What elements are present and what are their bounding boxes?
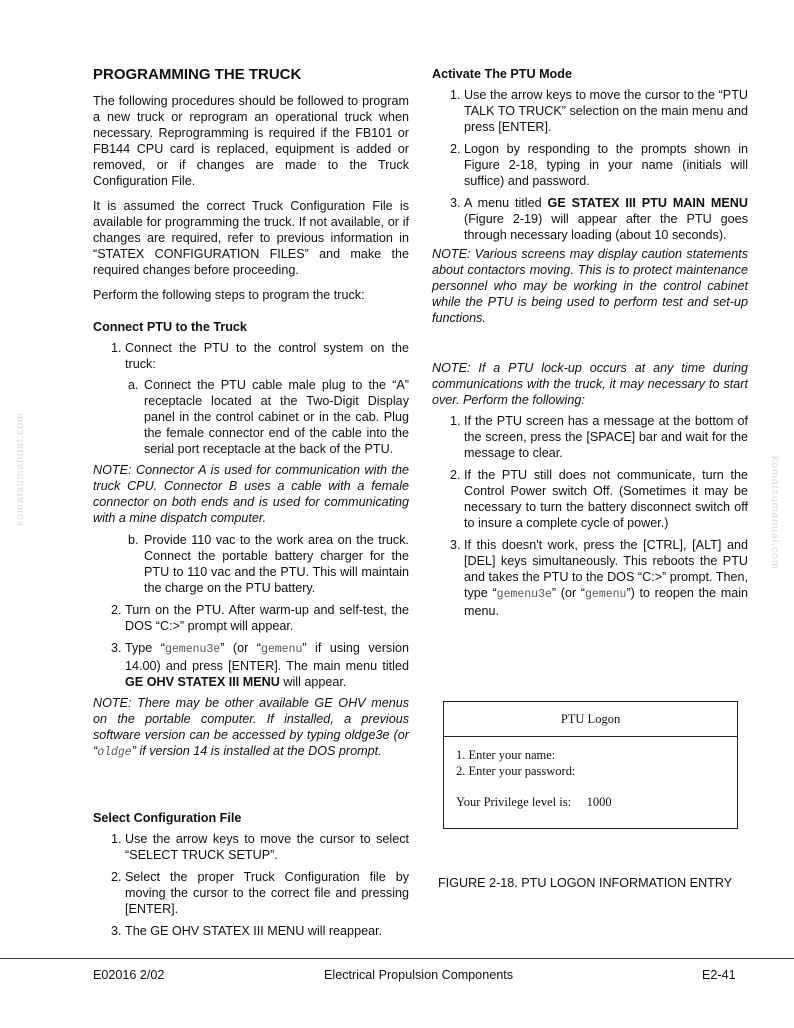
substep-letter: b. <box>128 533 139 547</box>
figure-title: PTU Logon <box>444 702 737 737</box>
connect-step-3 <box>93 640 409 690</box>
step-number: 1. <box>450 88 461 102</box>
step-text <box>464 538 748 618</box>
step-number: 3. <box>111 924 122 938</box>
text-run: ” (or “ <box>551 586 586 600</box>
text-run: A menu titled <box>464 196 548 210</box>
steps-intro: Perform the following steps to program the truck: <box>93 288 365 302</box>
text-run: will appear. <box>279 675 347 689</box>
text-run: ” (or “ <box>220 641 261 655</box>
step-text: Turn on the PTU. After warm-up and self-test, the DOS “C:>” prompt will appear. <box>125 603 409 633</box>
text-run: If this doesn't work, press the [CTRL], [ALT] and [DEL] keys simultaneously. This reboots the PTU and takes the PTU to the DOS “C:>” prompt. Then, type “ <box>464 538 748 600</box>
select-step-2 <box>93 869 409 917</box>
footer-doc-id: E02016 2/02 <box>93 968 165 982</box>
intro-paragraph: The following procedures should be followed to program a new truck or reprogram an operational truck when necessary. Reprogramming is required if the FB101 or FB144 CPU card is replaced, equipment is added or removed, or if changes are made to the Truck Configuration File. <box>93 94 409 188</box>
config-file-paragraph: It is assumed the correct Truck Configuration File is available for programming the truck. If not available, or if changes are required, refer to previous information in “STATEX CONFIGURATION FILES” and make the required changes before proceeding. <box>93 199 409 277</box>
command-gemenu3e: gemenu3e <box>496 588 552 601</box>
activate-step-3 <box>432 195 748 243</box>
substep-text: Connect the PTU cable male plug to the “A” receptacle located at the Two-Digit Display panel in the control cabinet or in the cab. Plug the female connector end of the cable into the serial port receptacle at the back of the PTU. <box>144 378 409 456</box>
step-number: 2. <box>450 468 461 482</box>
figure-caption: FIGURE 2-18. PTU LOGON INFORMATION ENTRY <box>438 876 733 890</box>
ptu-logon-figure <box>443 701 738 829</box>
caution-note: NOTE: Various screens may display caution statements about contactors moving. This is to protect maintenance personnel who may be working in the control cabinet while the PTU is being used to perform test and set-up functions. <box>432 247 748 325</box>
lockup-step-2 <box>432 467 748 531</box>
other-menus-note <box>93 695 409 761</box>
step-text: If the PTU still does not communicate, turn the Control Power switch Off. (Sometimes it may be necessary to turn the battery disconnect switch off to insure a complete cycle of power.) <box>464 468 748 530</box>
text-run: ” if using version 14.00) and press [ENTER]. The main menu titled <box>125 641 410 673</box>
left-column <box>93 66 409 939</box>
lockup-step-1 <box>432 413 748 461</box>
step-text: Select the proper Truck Configuration file by moving the cursor to the correct file and pressing [ENTER]. <box>125 870 409 916</box>
connect-step-1b <box>93 532 409 596</box>
step-text: Use the arrow keys to move the cursor to the “PTU TALK TO TRUCK” selection on the main menu and press [ENTER]. <box>464 88 748 134</box>
connect-step-1a <box>93 377 409 457</box>
section-title: PROGRAMMING THE TRUCK <box>93 66 302 83</box>
select-step-3 <box>93 923 409 939</box>
text-run: ” if version 14 is installed at the DOS prompt. <box>131 744 382 758</box>
substep-text: Provide 110 vac to the work area on the truck. Connect the portable battery charger for the PTU to 110 vac and the PTU. This will maintain the charge on the PTU battery. <box>144 533 409 595</box>
text-run: Type “ <box>125 641 165 655</box>
step-text: If the PTU screen has a message at the bottom of the screen, press the [SPACE] bar and wait for the message to clear. <box>464 414 748 460</box>
step-text: Logon by responding to the prompts shown in Figure 2-18, typing in your name (initials will suffice) and password. <box>464 142 748 188</box>
watermark-left: komatsumanual.com <box>14 412 26 526</box>
figure-body <box>444 737 737 810</box>
connect-step-1 <box>93 340 409 372</box>
footer-page-number: E2-41 <box>702 968 736 982</box>
activate-step-1 <box>432 87 748 135</box>
step-text: Connect the PTU to the control system on the truck: <box>125 341 409 371</box>
command-oldge: oldge <box>97 746 132 759</box>
lockup-step-3 <box>432 537 748 619</box>
connector-note: NOTE: Connector A is used for communication with the truck CPU. Connector B uses a cable with a female connector on both ends and is used for communicating with a mine dispatch computer. <box>93 463 409 525</box>
activate-step-2 <box>432 141 748 189</box>
watermark-right: komatsumanual.com <box>769 456 781 570</box>
name-prompt: 1. Enter your name: <box>456 748 556 762</box>
step-text <box>464 196 748 242</box>
step-text: The GE OHV STATEX III MENU will reappear. <box>125 924 383 938</box>
step-number: 2. <box>111 603 122 617</box>
step-number: 1. <box>450 414 461 428</box>
step-text: Use the arrow keys to move the cursor to select “SELECT TRUCK SETUP”. <box>125 832 409 862</box>
footer-divider <box>0 958 794 959</box>
footer-section-title: Electrical Propulsion Components <box>324 968 513 982</box>
text-run: NOTE: There may be other available GE OHV menus on the portable computer. If installed, a previous software version can be accessed by typing oldge3e (or “ <box>93 696 409 758</box>
step-number: 1. <box>111 832 122 846</box>
connect-step-2 <box>93 602 409 634</box>
command-gemenu: gemenu <box>260 643 303 656</box>
step-number: 1. <box>111 341 122 355</box>
select-heading: Select Configuration File <box>93 811 242 825</box>
step-number: 2. <box>450 142 461 156</box>
step-number: 3. <box>450 538 461 552</box>
privilege-level: Your Privilege level is: 1000 <box>456 795 612 809</box>
text-run: (Figure 2-19) will appear after the PTU goes through necessary loading (about 10 seconds). <box>464 212 748 242</box>
substep-letter: a. <box>128 378 139 392</box>
step-number: 3. <box>450 196 461 210</box>
step-number: 2. <box>111 870 122 884</box>
right-column <box>432 66 748 619</box>
step-text <box>125 641 409 689</box>
activate-heading: Activate The PTU Mode <box>432 67 572 81</box>
step-number: 3. <box>111 641 122 655</box>
menu-title-bold: GE OHV STATEX III MENU <box>125 675 280 689</box>
password-prompt: 2. Enter your password: <box>456 764 576 778</box>
text-run: ”) to reopen the main menu. <box>464 586 749 618</box>
command-gemenu: gemenu <box>585 588 627 601</box>
lockup-note: NOTE: If a PTU lock-up occurs at any time during communications with the truck, it may necessary to start over. Perform the following: <box>432 361 748 407</box>
select-step-1 <box>93 831 409 863</box>
command-gemenu3e: gemenu3e <box>164 643 221 656</box>
menu-title-bold: GE STATEX III PTU MAIN MENU <box>547 196 748 210</box>
connect-heading: Connect PTU to the Truck <box>93 320 247 334</box>
